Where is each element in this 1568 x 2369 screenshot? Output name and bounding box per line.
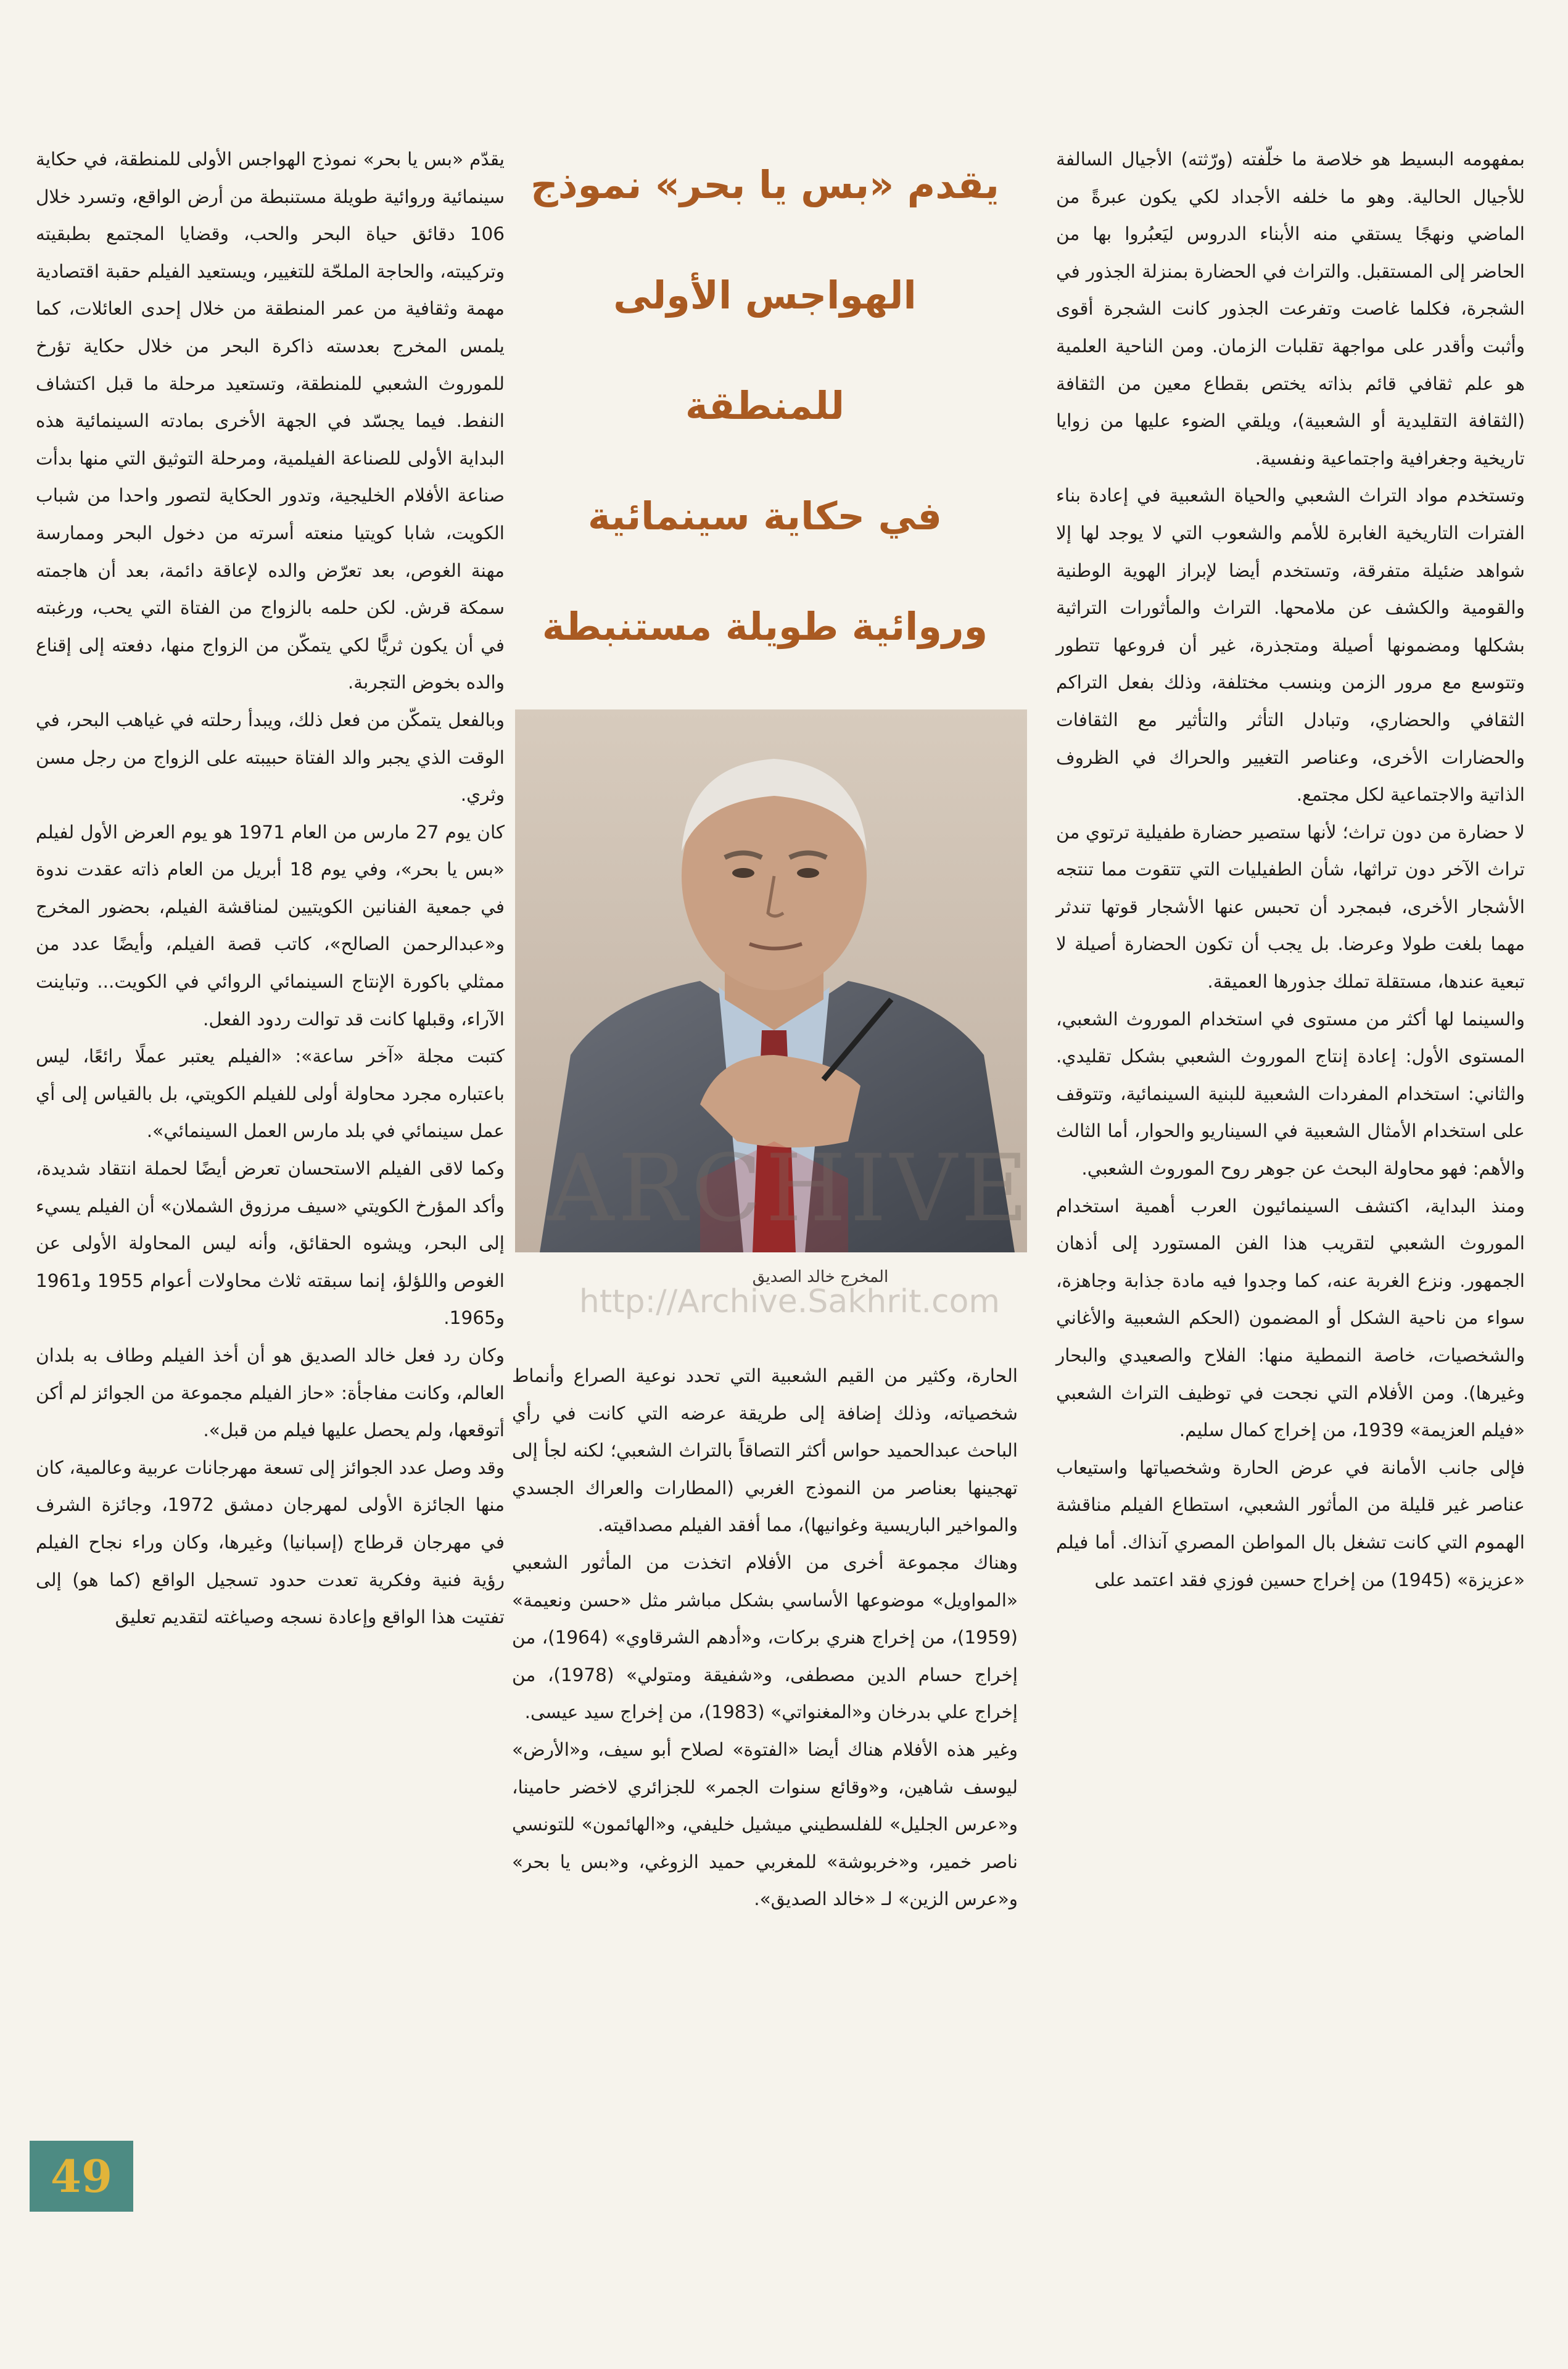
archive-watermark: ARCHIVE bbox=[547, 1135, 1032, 1242]
paragraph: وهناك مجموعة أخرى من الأفلام اتخذت من المأثور الشعبي «المواويل» موضوعها الأساسي بشكل مباشر مثل «حسن ونعيمة» (1959)، من إخراج هنري بركات، و«أدهم الشرقاوي» (1964)، من إخراج حسام الدين مصطفى، و«شفيقة ومتولي» (1978)، من إخراج علي بدرخان و«المغنواتي» (1983)، من إخراج سيد عيسى. bbox=[512, 1552, 1018, 1723]
pull-quote-line: وروائية طويلة مستنبطة bbox=[542, 604, 988, 649]
paragraph: لا حضارة من دون تراث؛ لأنها ستصير حضارة طفيلية ترتوي من تراث الآخر دون تراثها، شأن الطفيليات التي تتقوت مما تنتجه الأشجار الأخرى، فبمجرد أن تحبس عنها الأشجار قوتها تندثر مهما بلغت طولا وعرضا. بل يجب أن تكون الحضارة أصيلة لا تبعية عندها، مستقلة تملك جذورها العميقة. bbox=[1056, 821, 1525, 993]
paragraph: وكما لاقى الفيلم الاستحسان تعرض أيضًا لحملة انتقاد شديدة، وأكد المؤرخ الكويتي «سيف مرزوق الشملان» أن الفيلم يسيء إلى البحر، ويشوه الحقائق، وأنه ليس المحاولة الأولى عن الغوص واللؤلؤ، إنما سبقته ثلاث محاولات أعوام 1955 و1961 و1965. bbox=[36, 1158, 505, 1329]
paragraph: وغير هذه الأفلام هناك أيضا «الفتوة» لصلاح أبو سيف، و«الأرض» ليوسف شاهين، و«وقائع سنوات الجمر» للجزائري لاخضر حامينا، و«عرس الجليل» للفلسطيني ميشيل خليفي، و«الهائمون» للتونسي ناصر خمير، و«خربوشة» للمغربي حميد الزوغي، و«بس يا بحر» و«عرس الزين» لـ «خالد الصديق». bbox=[512, 1739, 1018, 1910]
photo-caption: المخرج خالد الصديق bbox=[752, 1268, 889, 1286]
paragraph: والسينما لها أكثر من مستوى في استخدام الموروث الشعبي، المستوى الأول: إعادة إنتاج الموروث الشعبي بشكل تقليدي. والثاني: استخدام المفردات الشعبية للبنية السينمائية، وتتوقف على استخدام الأمثال الشعبية في السيناريو والحوار، أما الثالث والأهم: فهو محاولة البحث عن جوهر روح الموروث الشعبي. bbox=[1056, 1008, 1525, 1180]
paragraph: كان يوم 27 مارس من العام 1971 هو يوم العرض الأول لفيلم «بس يا بحر»، وفي يوم 18 أبريل من العام ذاته عقدت ندوة في جمعية الفنانين الكويتيين لمناقشة الفيلم، بحضور المخرج و«عبدالرحمن الصالح»، كاتب قصة الفيلم، وأيضًا عدد من ممثلي باكورة الإنتاج السينمائي الروائي في الكويت... وتباينت الآراء، وقبلها كانت قد توالت ردود الفعل. bbox=[36, 821, 505, 1030]
pull-quote-line: في حكاية سينمائية bbox=[587, 494, 942, 539]
paragraph: وتستخدم مواد التراث الشعبي والحياة الشعبية في إعادة بناء الفترات التاريخية الغابرة للأمم والشعوب التي لا يوجد لها إلا شواهد ضئيلة متفرقة، وتستخدم أيضا لإبراز الهوية الوطنية والقومية والكشف عن ملامحها. التراث والمأثورات التراثية بشكلها ومضمونها أصيلة ومتجذرة، غير أن فروعها تتطور وتتوسع مع مرور الزمن وبنسب مختلفة، وذلك بفعل التراكم الثقافي والحضاري، وتبادل التأثر والتأثير مع الثقافات والحضارات الأخرى، وعناصر التغيير والحراك في الظروف الذاتية والاجتماعية لكل مجتمع. bbox=[1056, 485, 1525, 806]
paragraph: وبالفعل يتمكّن من فعل ذلك، ويبدأ رحلته في غياهب البحر، في الوقت الذي يجبر والد الفتاة حبيبته على الزواج من رجل مسن وثري. bbox=[36, 709, 505, 806]
pull-quote-line: يقدم «بس يا بحر» نموذج bbox=[530, 162, 999, 207]
page-number-box bbox=[30, 2141, 133, 2212]
paragraph: بمفهومه البسيط هو خلاصة ما خلّفته (ورّثته) الأجيال السالفة للأجيال الحالية. وهو ما خلفه الأجداد لكي يكون عبرةً من الماضي ونهجًا يستقي منه الأبناء الدروس ليَعبُروا بها من الحاضر إلى المستقبل. والتراث في الحضارة بمنزلة الجذور في الشجرة، فكلما غاصت وتفرعت الجذور كانت الشجرة أقوى وأثبت وأقدر على مواجهة تقلبات الزمان. ومن الناحية العلمية هو علم ثقافي قائم بذاته يختص بقطاع معين من الثقافة (الثقافة التقليدية أو الشعبية)، ويلقي الضوء عليها من زوايا تاريخية وجغرافية واجتماعية ونفسية. bbox=[1056, 149, 1525, 469]
paragraph: وقد وصل عدد الجوائز إلى تسعة مهرجانات عربية وعالمية، كان منها الجائزة الأولى لمهرجان دمشق 1972، وجائزة الشرف في مهرجان قرطاج (إسبانيا) وغيرها، وكان وراء نجاح الفيلم رؤية فنية وفكرية تعدت حدود تسجيل الواقع (كما هو) إلى تفتيت هذا الواقع وإعادة نسجه وصياغته لتقديم تعليق bbox=[36, 1457, 505, 1628]
article-column-left bbox=[36, 141, 505, 1636]
article-column-right bbox=[1056, 141, 1525, 1598]
pull-quote-line: الهواجس الأولى للمنطقة bbox=[613, 273, 917, 428]
paragraph: وكان رد فعل خالد الصديق هو أن أخذ الفيلم وطاف به بلدان العالم، وكانت مفاجأة: «حاز الفيلم مجموعة من الجوائز لم أكن أتوقعها، ولم يحصل عليها فيلم من قبل». bbox=[36, 1345, 505, 1441]
paragraph: يقدّم «بس يا بحر» نموذج الهواجس الأولى للمنطقة، في حكاية سينمائية وروائية طويلة مستنبطة من أرض الواقع، وتسرد خلال 106 دقائق حياة البحر والحب، وقضايا المجتمع بطبقيته وتركيبته، والحاجة الملحّة للتغيير، ويستعيد الفيلم حقبة اقتصادية مهمة وثقافية من عمر المنطقة من خلال إحدى العائلات، كما يلمس المخرج بعدسته ذاكرة البحر من خلال حكاية تؤرخ للموروث الشعبي للمنطقة، وتستعيد مرحلة ما قبل اكتشاف النفط. فيما يجسّد في الجهة الأخرى بمادته السينمائية هذه البداية الأولى للصناعة الفيلمية، ومرحلة التوثيق التي منها بدأت صناعة الأفلام الخليجية، وتدور الحكاية لتصور واحدا من شباب الكويت، شابا كويتيا منعته أسرته من دخول البحر وممارسة مهنة الغوص، بعد تعرّض والده لإعاقة دائمة، بعد أن هاجمته سمكة قرش. لكن حلمه بالزواج من الفتاة التي يحب، ورغبته في أن يكون ثريًّا لكي يتمكّن من الزواج منها، دفعته إلى إقناع والده بخوض التجربة. bbox=[36, 149, 505, 693]
article-column-middle bbox=[512, 1357, 1018, 1918]
paragraph: الحارة، وكثير من القيم الشعبية التي تحدد نوعية الصراع وأنماط شخصياته، وذلك إضافة إلى طريقة عرضه التي كانت في رأي الباحث عبدالحميد حواس أكثر التصاقاً بالتراث الشعبي؛ لكنه لجأ إلى تهجينها بعناصر من النموذج الغربي (المطارات والعراك الجسدي والمواخير الباريسية وغوانيها)، مما أفقد الفيلم مصداقيته. bbox=[512, 1365, 1018, 1536]
archive-url-watermark: http://Archive.Sakhrit.com bbox=[579, 1283, 1001, 1320]
paragraph: كتبت مجلة «آخر ساعة»: «الفيلم يعتبر عملًا رائعًا، ليس باعتباره مجرد محاولة أولى للفيلم الكويتي، بل بالقياس إلى أي عمل سينمائي في بلد مارس العمل السينمائي». bbox=[36, 1046, 505, 1142]
page-number: 49 bbox=[50, 2150, 113, 2202]
pull-quote bbox=[530, 130, 999, 792]
paragraph: ومنذ البداية، اكتشف السينمائيون العرب أهمية استخدام الموروث الشعبي لتقريب هذا الفن المستورد إلى أذهان الجمهور. ونزع الغربة عنه، كما وجدوا فيه مادة جذابة وجاهزة، سواء من ناحية الشكل أو المضمون (الحكم الشعبية والأغاني والشخصيات، خاصة النمطية منها: الفلاح والصعيدي والبحار وغيرها). ومن الأفلام التي نجحت في توظيف التراث الشعبي «فيلم العزيمة» 1939، من إخراج كمال سليم. bbox=[1056, 1195, 1525, 1441]
paragraph: فإلى جانب الأمانة في عرض الحارة وشخصياتها واستيعاب عناصر غير قليلة من المأثور الشعبي، استطاع الفيلم مناقشة الهموم التي كانت تشغل بال المواطن المصري آنذاك. أما فيلم «عزيزة» (1945) من إخراج حسين فوزي فقد اعتمد على bbox=[1056, 1457, 1525, 1590]
